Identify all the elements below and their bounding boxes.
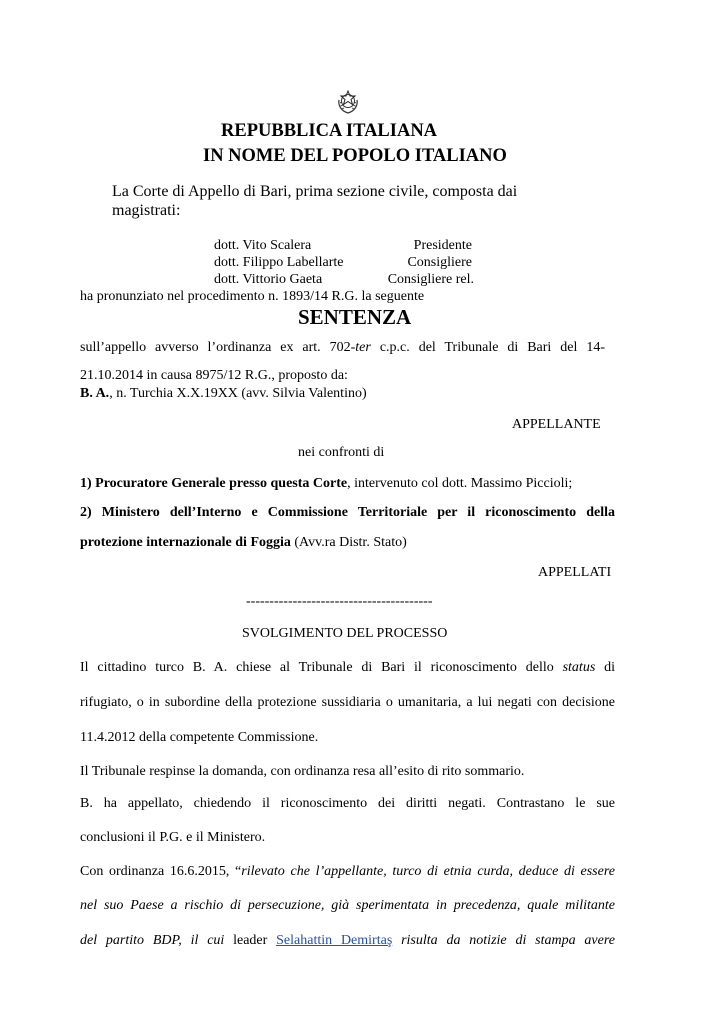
separator: ---------------------------------------- xyxy=(246,594,433,609)
para-1-line-2: rifugiato, o in subordine della protezione sussidiaria o umanitaria, a lui negati con decisione xyxy=(80,695,615,710)
magistrate-role: Consigliere rel. xyxy=(387,272,474,287)
para-4-line-1: Con ordinanza 16.6.2015, “rilevato che l’appellante, turco di etnia curda, deduce di essere xyxy=(80,864,615,879)
against-line: nei confronti di xyxy=(298,445,385,460)
appellante-label: APPELLANTE xyxy=(512,417,601,432)
magistrate-role: Consigliere xyxy=(407,255,472,270)
intro-line-2: magistrati: xyxy=(112,202,181,219)
party-1: 1) Procuratore Generale presso questa Corte, intervenuto col dott. Massimo Piccioli; xyxy=(80,476,573,491)
section-title: SVOLGIMENTO DEL PROCESSO xyxy=(242,626,448,641)
magistrate-name: dott. Vittorio Gaeta xyxy=(214,272,323,287)
appeal-line-1: sull’appello avverso l’ordinanza ex art. 702-ter c.p.c. del Tribunale di Bari del 14- xyxy=(80,340,605,355)
para-4-line-3: del partito BDP, il cui leader Selahattin Demirtaş risulta da notizie di stampa avere xyxy=(80,933,615,948)
para-3-line-2: conclusioni il P.G. e il Ministero. xyxy=(80,830,266,845)
appellati-label: APPELLATI xyxy=(538,565,612,580)
pronounced-line: ha pronunziato nel procedimento n. 1893/14 R.G. la seguente xyxy=(80,289,425,304)
header-people: IN NOME DEL POPOLO ITALIANO xyxy=(203,146,507,166)
demirtas-link[interactable]: Selahattin Demirtaş xyxy=(276,933,393,948)
header-republic: REPUBBLICA ITALIANA xyxy=(221,121,438,141)
party-2-line-2: protezione internazionale di Foggia (Avv.ra Distr. Stato) xyxy=(80,535,407,550)
magistrate-name: dott. Filippo Labellarte xyxy=(214,255,344,270)
appeal-line-2: 21.10.2014 in causa 8975/12 R.G., proposto da: xyxy=(80,368,348,383)
italian-republic-emblem-icon xyxy=(337,90,359,114)
para-1-line-3: 11.4.2012 della competente Commissione. xyxy=(80,730,319,745)
magistrate-name: dott. Vito Scalera xyxy=(214,238,312,253)
party-2-line-1: 2) Ministero dell’Interno e Commissione Territoriale per il riconoscimento della xyxy=(80,505,615,520)
para-4-line-2: nel suo Paese a rischio di persecuzione, già sperimentata in precedenza, quale militante xyxy=(80,898,615,913)
appellant-line: B. A., n. Turchia X.X.19XX (avv. Silvia Valentino) xyxy=(80,386,367,401)
para-1-line-1: Il cittadino turco B. A. chiese al Tribunale di Bari il riconoscimento dello status di xyxy=(80,660,615,675)
intro-line-1: La Corte di Appello di Bari, prima sezione civile, composta dai xyxy=(112,183,518,200)
magistrate-role: Presidente xyxy=(413,238,472,253)
para-3-line-1: B. ha appellato, chiedendo il riconoscimento dei diritti negati. Contrastano le sue xyxy=(80,796,615,811)
sentence-title: SENTENZA xyxy=(298,305,412,329)
para-2: Il Tribunale respinse la domanda, con ordinanza resa all’esito di rito sommario. xyxy=(80,764,525,779)
